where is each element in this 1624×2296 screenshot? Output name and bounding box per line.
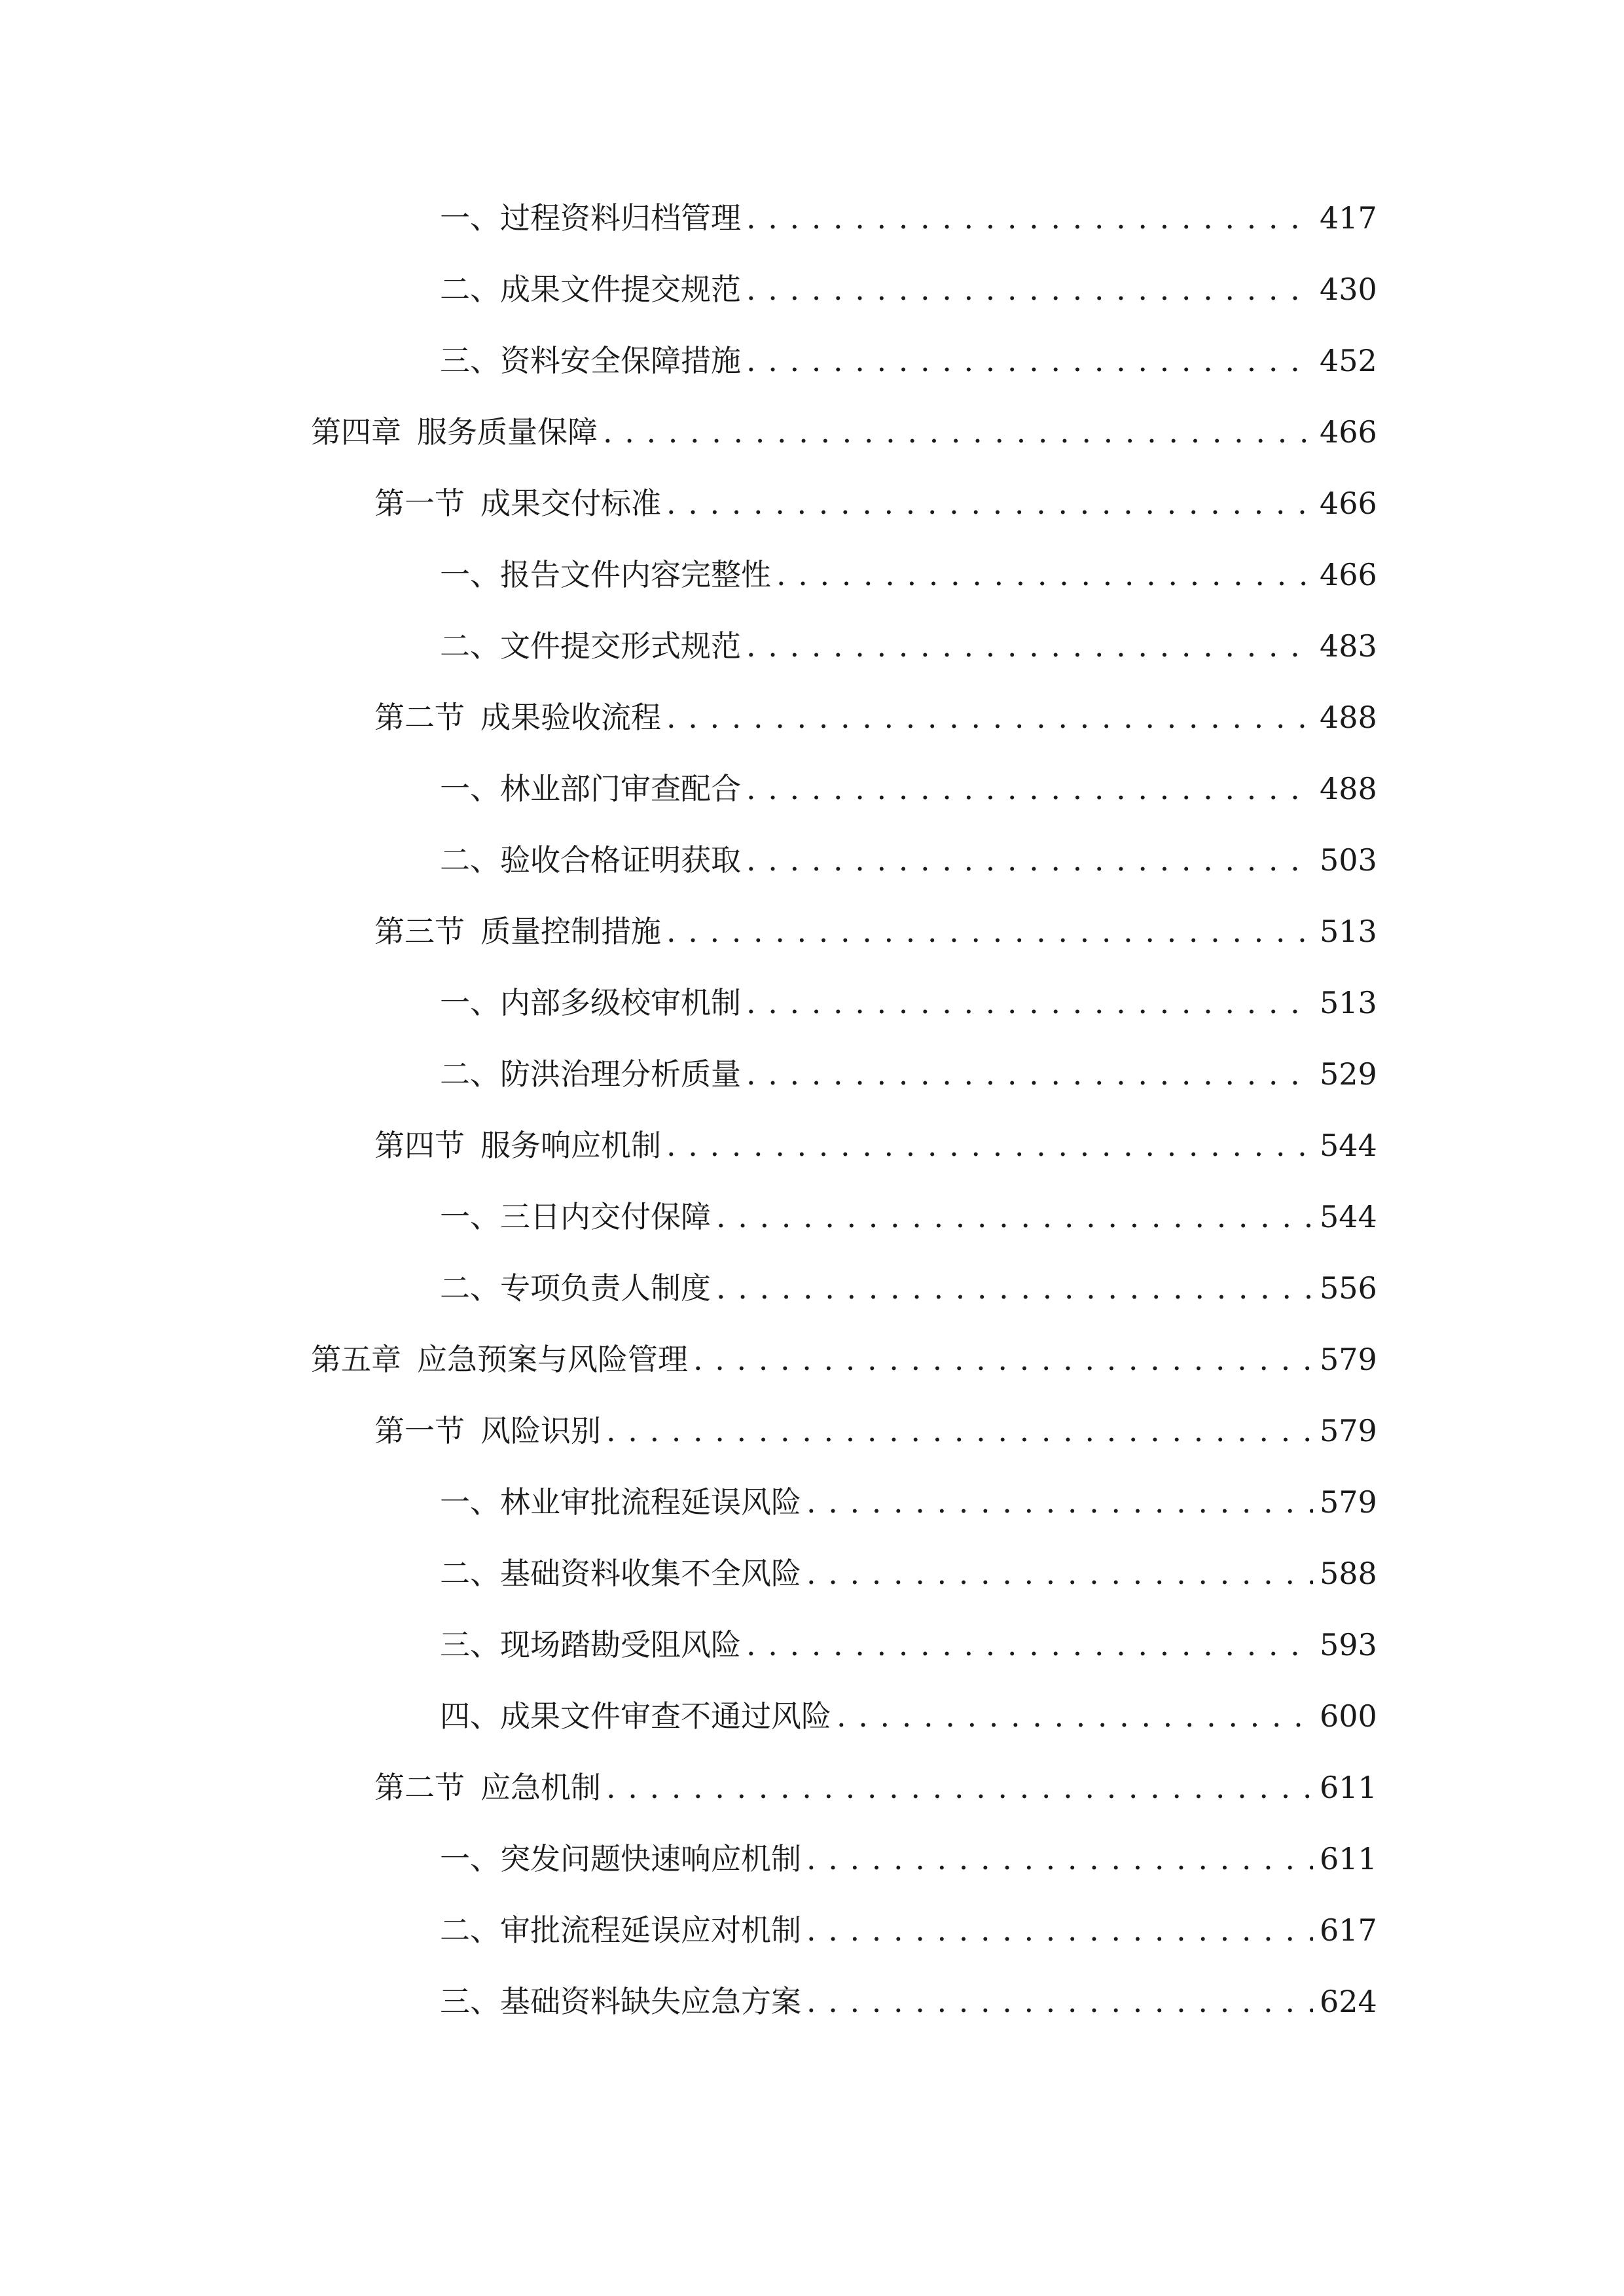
toc-dot-leader (746, 980, 1313, 1026)
toc-dot-leader (806, 1551, 1313, 1596)
toc-entry-page: 611 (1320, 1841, 1377, 1876)
toc-entry-page: 417 (1320, 200, 1377, 236)
toc-entry-page: 617 (1320, 1912, 1377, 1948)
toc-entry-page: 544 (1320, 1128, 1377, 1163)
toc-dot-leader (606, 1765, 1313, 1810)
toc-entry[interactable] (440, 980, 1377, 1026)
toc-dot-leader (603, 409, 1313, 455)
toc-entry-page: 430 (1320, 272, 1377, 307)
toc-entry-section[interactable] (374, 1765, 1377, 1810)
toc-entry-page: 466 (1320, 557, 1377, 592)
toc-entry-page: 579 (1320, 1484, 1377, 1520)
toc-entry-number: 二、 (440, 842, 500, 878)
toc-entry-number: 二、 (440, 1556, 500, 1591)
toc-entry[interactable] (440, 1979, 1377, 2024)
toc-entry-page: 600 (1320, 1698, 1377, 1734)
toc-dot-leader (666, 694, 1313, 740)
toc-entry-number: 第一节 (374, 486, 465, 521)
toc-dot-leader (746, 766, 1313, 812)
toc-entry-title: 成果交付标准 (480, 486, 661, 521)
toc-dot-leader (606, 1408, 1313, 1454)
toc-entry-title: 应急机制 (480, 1770, 601, 1805)
toc-entry-number: 三、 (440, 1627, 500, 1662)
toc-entry-page: 466 (1320, 486, 1377, 521)
toc-entry-page: 513 (1320, 914, 1377, 949)
toc-entry-page: 466 (1320, 414, 1377, 450)
toc-dot-leader (806, 1836, 1313, 1882)
toc-dot-leader (693, 1336, 1313, 1382)
toc-dot-leader (666, 908, 1313, 954)
toc-dot-leader (716, 1194, 1313, 1240)
toc-entry[interactable] (440, 766, 1377, 812)
toc-dot-leader (746, 837, 1313, 883)
toc-entry-title: 风险识别 (480, 1413, 601, 1448)
toc-entry[interactable] (440, 1051, 1377, 1097)
toc-entry-title: 突发问题快速响应机制 (500, 1841, 801, 1876)
toc-entry-number: 一、 (440, 985, 500, 1020)
toc-entry[interactable] (440, 1265, 1377, 1311)
toc-dot-leader (776, 552, 1313, 598)
toc-entry-page: 556 (1320, 1270, 1377, 1306)
toc-entry[interactable] (440, 1622, 1377, 1668)
toc-entry-number: 一、 (440, 1841, 500, 1876)
toc-entry-number: 第四章 (311, 414, 401, 450)
toc-dot-leader (716, 1265, 1313, 1311)
toc-entry-section[interactable] (374, 1408, 1377, 1454)
toc-entry-page: 503 (1320, 842, 1377, 878)
toc-entry-number: 二、 (440, 272, 500, 307)
toc-entry-title: 资料安全保障措施 (500, 343, 741, 378)
toc-entry-number: 二、 (440, 628, 500, 664)
toc-entry-number: 一、 (440, 200, 500, 236)
toc-entry[interactable] (440, 552, 1377, 598)
toc-entry-title: 林业部门审查配合 (500, 771, 741, 806)
toc-entry-number: 一、 (440, 1484, 500, 1520)
toc-entry[interactable] (440, 837, 1377, 883)
toc-entry-page: 593 (1320, 1627, 1377, 1662)
toc-entry-title: 应急预案与风险管理 (417, 1342, 688, 1377)
toc-entry-title: 成果文件审查不通过风险 (500, 1698, 831, 1734)
toc-entry-title: 质量控制措施 (480, 914, 661, 949)
toc-dot-leader (746, 266, 1313, 312)
toc-entry-page: 488 (1320, 771, 1377, 806)
toc-entry-title: 成果验收流程 (480, 700, 661, 735)
toc-entry-chapter[interactable] (311, 1336, 1377, 1382)
toc-entry[interactable] (440, 338, 1377, 384)
toc-entry-number: 第一节 (374, 1413, 465, 1448)
toc-entry-page: 624 (1320, 1984, 1377, 2019)
toc-entry-page: 579 (1320, 1342, 1377, 1377)
toc-entry-title: 专项负责人制度 (500, 1270, 711, 1306)
toc-entry-number: 第五章 (311, 1342, 401, 1377)
toc-entry-number: 三、 (440, 343, 500, 378)
toc-entry-number: 四、 (440, 1698, 500, 1734)
toc-entry-page: 529 (1320, 1056, 1377, 1092)
toc-entry-number: 一、 (440, 1199, 500, 1234)
toc-entry[interactable] (440, 195, 1377, 241)
toc-entry-section[interactable] (374, 480, 1377, 526)
toc-entry[interactable] (440, 1693, 1377, 1739)
toc-entry-section[interactable] (374, 694, 1377, 740)
toc-entry-title: 林业审批流程延误风险 (500, 1484, 801, 1520)
toc-dot-leader (746, 195, 1313, 241)
toc-entry-page: 513 (1320, 985, 1377, 1020)
toc-entry-title: 过程资料归档管理 (500, 200, 741, 236)
toc-entry-page: 544 (1320, 1199, 1377, 1234)
toc-entry-page: 588 (1320, 1556, 1377, 1591)
toc-entry-title: 现场踏勘受阻风险 (500, 1627, 741, 1662)
toc-entry-title: 三日内交付保障 (500, 1199, 711, 1234)
toc-entry[interactable] (440, 1907, 1377, 1953)
toc-dot-leader (746, 338, 1313, 384)
toc-entry-title: 基础资料缺失应急方案 (500, 1984, 801, 2019)
toc-entry-section[interactable] (374, 908, 1377, 954)
toc-dot-leader (746, 1051, 1313, 1097)
toc-dot-leader (666, 480, 1313, 526)
toc-entry-number: 第四节 (374, 1128, 465, 1163)
toc-entry-title: 文件提交形式规范 (500, 628, 741, 664)
toc-entry-title: 基础资料收集不全风险 (500, 1556, 801, 1591)
toc-entry-number: 第二节 (374, 700, 465, 735)
toc-entry[interactable] (440, 266, 1377, 312)
toc-entry-page: 452 (1320, 343, 1377, 378)
toc-entry-number: 二、 (440, 1270, 500, 1306)
toc-dot-leader (746, 1622, 1313, 1668)
toc-entry[interactable] (440, 1194, 1377, 1240)
toc-entry-page: 579 (1320, 1413, 1377, 1448)
toc-entry[interactable] (440, 1836, 1377, 1882)
toc-entry-number: 二、 (440, 1912, 500, 1948)
toc-entry-title: 审批流程延误应对机制 (500, 1912, 801, 1948)
toc-dot-leader (746, 623, 1313, 669)
toc-entry-chapter[interactable] (311, 409, 1377, 455)
toc-dot-leader (666, 1122, 1313, 1168)
toc-entry-number: 二、 (440, 1056, 500, 1092)
toc-entry-title: 服务质量保障 (417, 414, 598, 450)
toc-entry-number: 三、 (440, 1984, 500, 2019)
toc-entry-page: 483 (1320, 628, 1377, 664)
toc-entry[interactable] (440, 623, 1377, 669)
toc-entry-title: 服务响应机制 (480, 1128, 661, 1163)
toc-entry-number: 第三节 (374, 914, 465, 949)
toc-entry-title: 成果文件提交规范 (500, 272, 741, 307)
toc-entry-page: 611 (1320, 1770, 1377, 1805)
toc-entry-number: 第二节 (374, 1770, 465, 1805)
toc-entry-title: 验收合格证明获取 (500, 842, 741, 878)
toc-entry-page: 488 (1320, 700, 1377, 735)
toc-entry-title: 报告文件内容完整性 (500, 557, 771, 592)
toc-dot-leader (806, 1479, 1313, 1525)
toc-dot-leader (806, 1979, 1313, 2024)
toc-entry-title: 内部多级校审机制 (500, 985, 741, 1020)
toc-entry-number: 一、 (440, 771, 500, 806)
toc-dot-leader (837, 1693, 1313, 1739)
toc-entry-title: 防洪治理分析质量 (500, 1056, 741, 1092)
toc-entry[interactable] (440, 1479, 1377, 1525)
toc-entry-section[interactable] (374, 1122, 1377, 1168)
toc-entry[interactable] (440, 1551, 1377, 1596)
toc-entry-number: 一、 (440, 557, 500, 592)
toc-dot-leader (806, 1907, 1313, 1953)
